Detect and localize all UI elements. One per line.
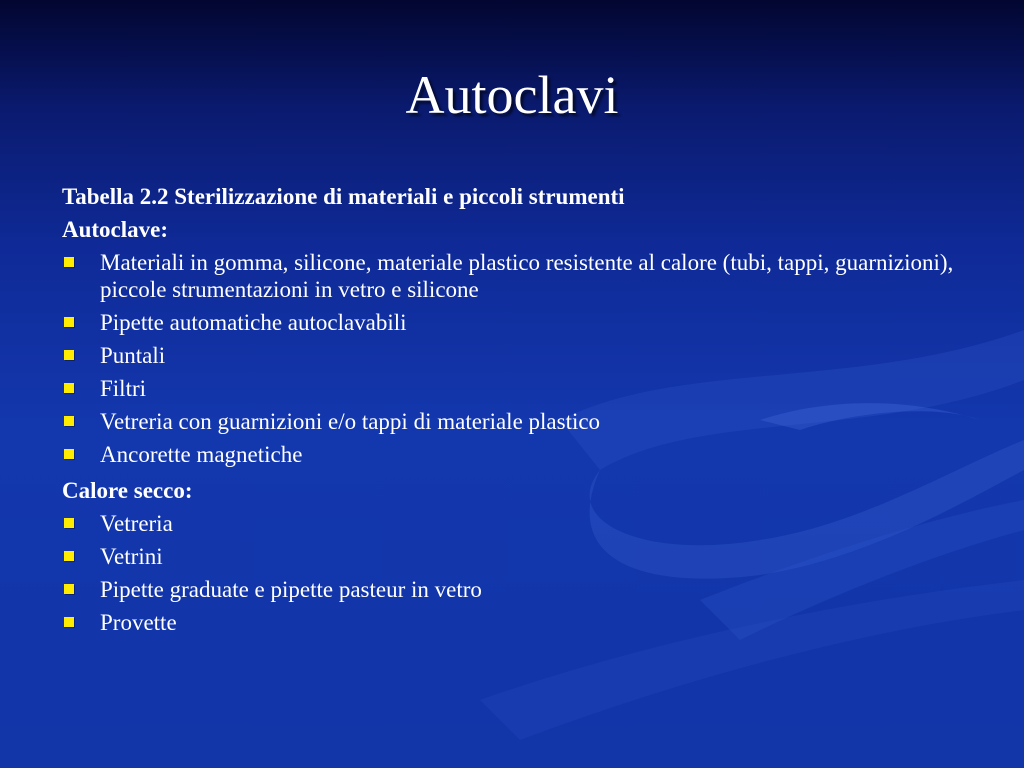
square-bullet-icon [64,317,74,327]
list-item [62,510,982,537]
square-bullet-icon [64,383,74,393]
list-item [62,408,982,435]
slide-title: Autoclavi [405,65,619,125]
list-item [62,609,982,636]
square-bullet-icon [64,257,74,267]
list-item-text: Ancorette magnetiche [100,442,303,467]
square-bullet-icon [64,551,74,561]
square-bullet-icon [64,449,74,459]
list-item [62,249,982,303]
list-item [62,375,982,402]
list-item-text: Provette [100,610,177,635]
section-heading-calore-secco: Calore secco: [62,478,193,503]
slide-content [62,180,982,642]
list-item-text: Puntali [100,343,166,368]
list-item-text: Pipette graduate e pipette pasteur in vetro [100,577,482,602]
list-item-text: Vetreria [100,511,173,536]
list-item [62,342,982,369]
list-item [62,576,982,603]
list-item-text: Materiali in gomma, silicone, materiale plastico resistente al calore (tubi, tappi, guarnizioni), piccole strumentazioni in vetro e silicone [100,250,954,302]
square-bullet-icon [64,350,74,360]
list-item [62,543,982,570]
list-item-text: Vetreria con guarnizioni e/o tappi di materiale plastico [100,409,601,434]
table-caption: Tabella 2.2 Sterilizzazione di materiali e piccoli strumenti [62,184,625,209]
square-bullet-icon [64,416,74,426]
list-item-text: Pipette automatiche autoclavabili [100,310,407,335]
square-bullet-icon [64,518,74,528]
list-item [62,441,982,468]
list-item [62,309,982,336]
list-item-text: Vetrini [100,544,163,569]
section-heading-autoclave: Autoclave: [62,217,169,242]
square-bullet-icon [64,584,74,594]
list-item-text: Filtri [100,376,147,401]
square-bullet-icon [64,617,74,627]
